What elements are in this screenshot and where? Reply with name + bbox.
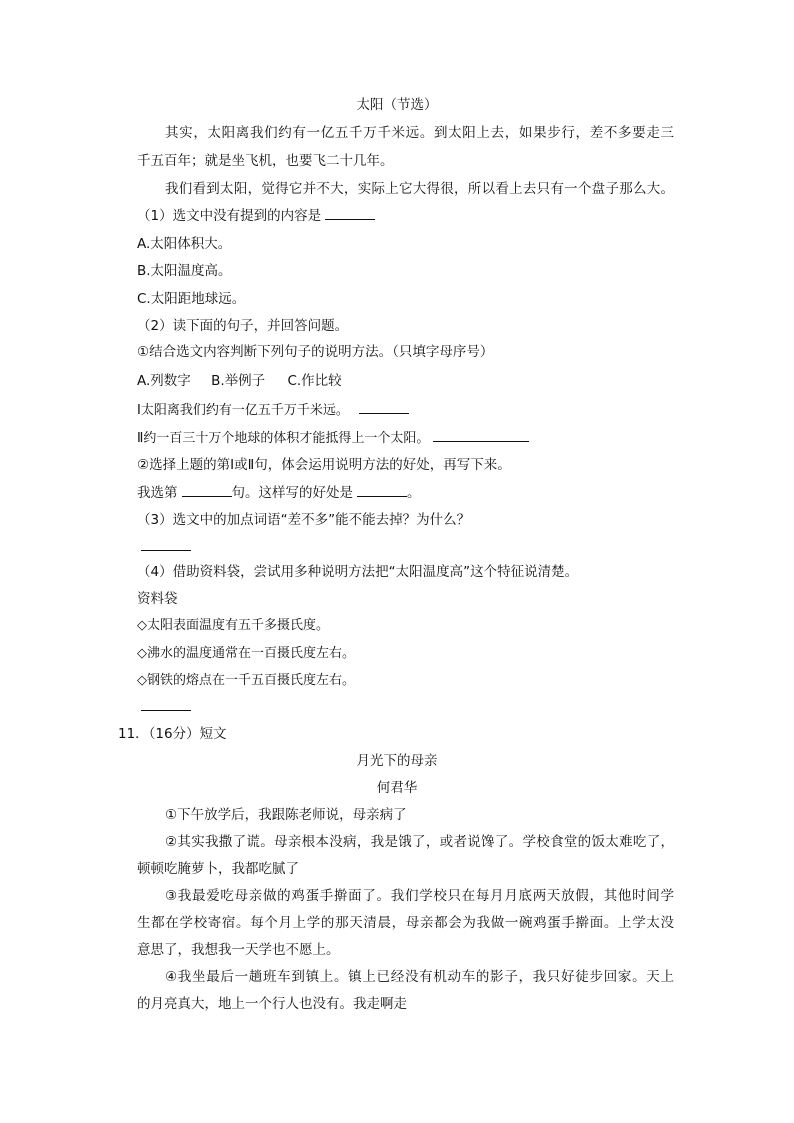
option-b: B.太阳温度高。	[137, 263, 232, 279]
answer-blank[interactable]	[141, 710, 191, 711]
answer-prefix: 我选第	[137, 485, 178, 501]
answer-end: 。	[407, 485, 421, 501]
material-label: 资料袋	[137, 591, 178, 607]
sentence-2-text: Ⅱ约一百三十万个地球的体积才能抵得上一个太阳。	[137, 431, 430, 446]
question-2-answer-line	[137, 484, 421, 502]
article-author: 何君华	[376, 780, 418, 796]
material-item: ◇钢铁的熔点在一千五百摄氏度左右。	[137, 673, 355, 688]
material-item: ◇沸水的温度通常在一百摄氏度左右。	[137, 646, 355, 661]
method-a: A.列数字	[137, 373, 191, 389]
question-1	[137, 207, 375, 225]
sentence-1	[137, 401, 409, 420]
answer-blank[interactable]	[433, 429, 529, 442]
answer-middle: 句。这样写的好处是	[231, 485, 353, 501]
article-paragraph-1: ①下午放学后，我跟陈老师说，母亲病了	[165, 807, 407, 823]
article-paragraph-4-line-2: 的月亮真大，地上一个行人也没有。我走啊走	[137, 996, 407, 1012]
question-11-heading: 11．（16分）短文	[118, 726, 227, 742]
passage-paragraph-1-line-2: 千五百年；就是坐飞机，也要飞二十几年。	[137, 153, 394, 169]
answer-blank[interactable]	[325, 207, 375, 220]
answer-blank[interactable]	[182, 484, 232, 497]
option-a: A.太阳体积大。	[137, 236, 232, 252]
question-2-sub-1: ①结合选文内容判断下列句子的说明方法。（只填字母序号）	[137, 344, 494, 360]
passage-paragraph-1-line-1: 其实，太阳离我们约有一亿五千万千米远。到太阳上去，如果步行，差不多要走三	[165, 125, 674, 141]
question-1-stem: （1）选文中没有提到的内容是	[137, 208, 322, 224]
article-paragraph-3-line-2: 生都在学校寄宿。每个月上学的那天清晨，母亲都会为我做一碗鸡蛋手擀面。上学太没	[137, 915, 674, 931]
answer-blank[interactable]	[359, 401, 409, 414]
passage-paragraph-2: 我们看到太阳，觉得它并不大，实际上它大得很，所以看上去只有一个盘子那么大。	[165, 181, 674, 197]
passage-title: 太阳（节选）	[356, 97, 438, 113]
article-paragraph-2-line-2: 顿顿吃腌萝卜，我都吃腻了	[137, 861, 299, 877]
article-paragraph-3-line-3: 意思了，我想我一天学也不愿上。	[137, 942, 340, 958]
article-title: 月光下的母亲	[356, 753, 438, 769]
question-4-stem: （4）借助资料袋，尝试用多种说明方法把“太阳温度高”这个特征说清楚。	[137, 564, 579, 580]
article-paragraph-3-line-1: ③我最爱吃母亲做的鸡蛋手擀面了。我们学校只在每月月底两天放假，其他时间学	[165, 888, 674, 904]
method-b: B.举例子	[211, 373, 266, 389]
method-options	[137, 372, 342, 390]
answer-blank[interactable]	[357, 484, 407, 497]
question-2-stem: （2）读下面的句子，并回答问题。	[137, 318, 349, 334]
material-item: ◇太阳表面温度有五千多摄氏度。	[137, 618, 329, 633]
question-2-sub-2: ②选择上题的第Ⅰ或Ⅱ句，体会运用说明方法的好处，再写下来。	[137, 457, 511, 473]
answer-blank[interactable]	[141, 550, 191, 551]
article-paragraph-2-line-1: ②其实我撒了谎。母亲根本没病，我是饿了，或者说馋了。学校食堂的饭太难吃了，	[165, 834, 674, 850]
article-paragraph-4-line-1: ④我坐最后一趟班车到镇上。镇上已经没有机动车的影子，我只好徒步回家。天上	[165, 969, 674, 985]
sentence-1-text: Ⅰ太阳离我们约有一亿五千万千米远。	[137, 403, 349, 418]
sentence-2	[137, 429, 529, 448]
option-c: C.太阳距地球远。	[137, 291, 246, 307]
method-c: C.作比较	[287, 373, 342, 389]
question-3-stem: （3）选文中的加点词语“差不多”能不能去掉？为什么？	[137, 512, 471, 528]
